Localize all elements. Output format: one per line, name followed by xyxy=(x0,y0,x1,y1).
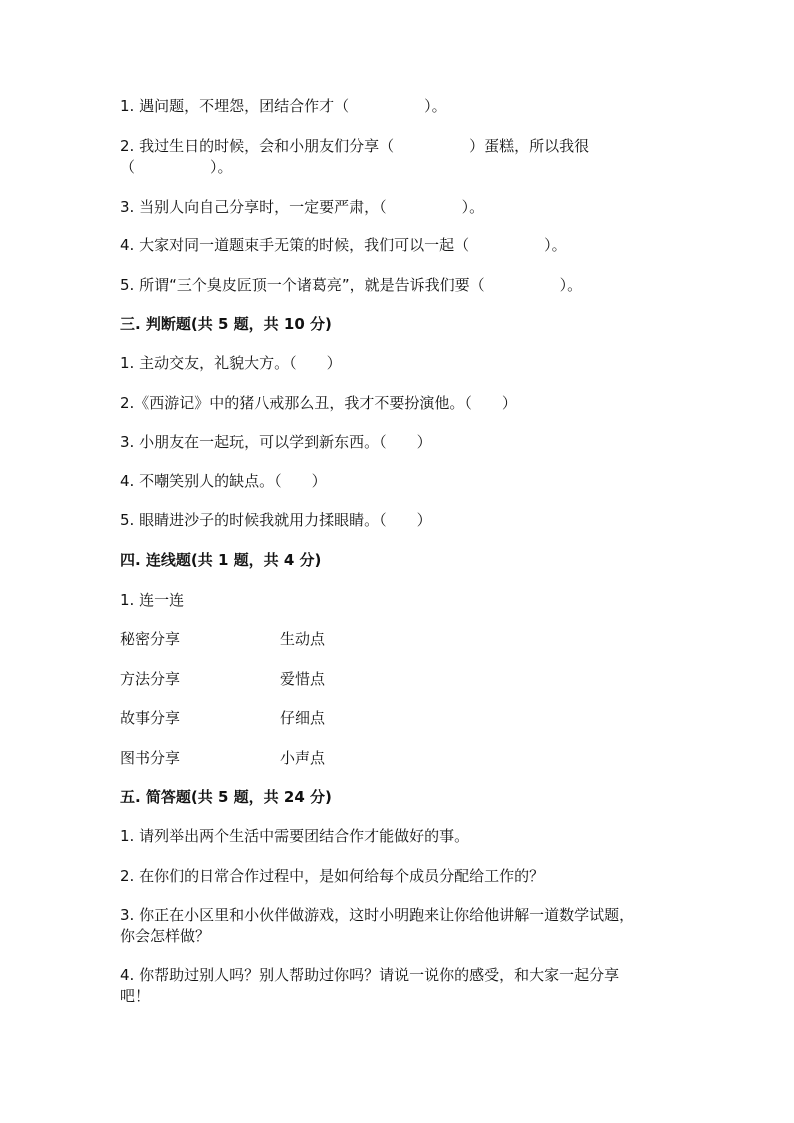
judge-question-1: 1. 主动交友，礼貌大方。（ ） xyxy=(120,354,342,372)
fill-blank-question-4: 4. 大家对同一道题束手无策的时候，我们可以一起（ ）。 xyxy=(120,236,567,254)
matching-left-item: 故事分享 xyxy=(120,709,181,727)
matching-right-item: 生动点 xyxy=(280,630,326,648)
matching-prompt: 1. 连一连 xyxy=(120,591,185,609)
short-answer-question-4: 4. 你帮助过别人吗？别人帮助过你吗？请说一说你的感受，和大家一起分享 xyxy=(120,966,620,984)
judge-question-4: 4. 不嘲笑别人的缺点。（ ） xyxy=(120,472,327,490)
matching-right-item: 仔细点 xyxy=(280,709,326,727)
judge-question-5: 5. 眼睛进沙子的时候我就用力揉眼睛。（ ） xyxy=(120,511,432,529)
fill-blank-question-1: 1. 遇问题，不埋怨，团结合作才（ ）。 xyxy=(120,97,447,115)
judge-question-3: 3. 小朋友在一起玩，可以学到新东西。（ ） xyxy=(120,433,432,451)
judge-section-heading: 三. 判断题(共 5 题，共 10 分) xyxy=(120,315,332,333)
short-answer-section-heading: 五. 简答题(共 5 题，共 24 分) xyxy=(120,788,332,806)
short-answer-question-3: 3. 你正在小区里和小伙伴做游戏，这时小明跑来让你给他讲解一道数学试题， xyxy=(120,906,635,924)
short-answer-question-3-cont: 你会怎样做？ xyxy=(120,927,211,945)
short-answer-question-2: 2. 在你们的日常合作过程中，是如何给每个成员分配给工作的？ xyxy=(120,867,545,885)
judge-question-2: 2.《西游记》中的猪八戒那么丑，我才不要扮演他。（ ） xyxy=(120,394,517,412)
matching-left-item: 秘密分享 xyxy=(120,630,181,648)
matching-section-heading: 四. 连线题(共 1 题，共 4 分) xyxy=(120,551,322,569)
matching-right-item: 小声点 xyxy=(280,749,326,767)
fill-blank-question-2: 2. 我过生日的时候，会和小朋友们分享（ ）蛋糕，所以我很 xyxy=(120,137,590,155)
matching-left-item: 图书分享 xyxy=(120,749,181,767)
matching-left-item: 方法分享 xyxy=(120,670,181,688)
short-answer-question-1: 1. 请列举出两个生活中需要团结合作才能做好的事。 xyxy=(120,827,470,845)
fill-blank-question-5: 5. 所谓“三个臭皮匠顶一个诸葛亮”，就是告诉我们要（ ）。 xyxy=(120,276,583,294)
fill-blank-question-3: 3. 当别人向自己分享时，一定要严肃，（ ）。 xyxy=(120,198,485,216)
short-answer-question-4-cont: 吧！ xyxy=(120,987,151,1005)
fill-blank-question-2-cont: （ ）。 xyxy=(120,158,233,176)
matching-right-item: 爱惜点 xyxy=(280,670,326,688)
